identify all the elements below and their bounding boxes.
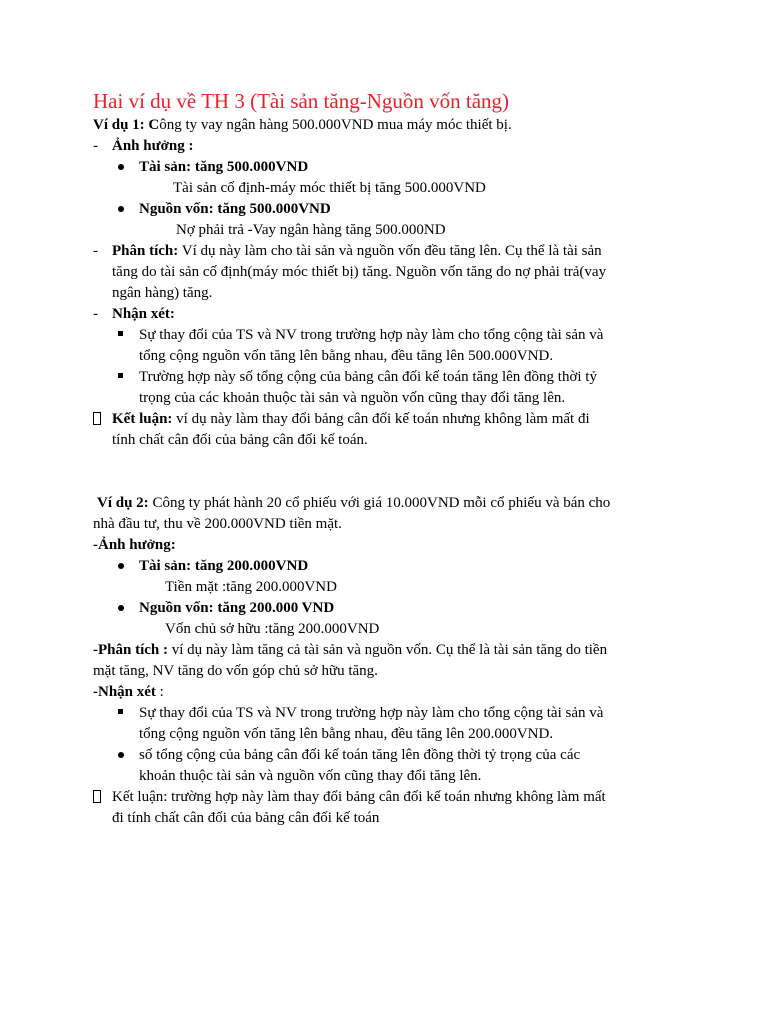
bullet-square-icon	[118, 709, 123, 714]
example-2-conclusion-line-2: đi tính chất cân đối của bảng cân đối kế toán	[112, 810, 380, 826]
example-2-asset-detail: Tiền mặt :tăng 200.000VND	[165, 579, 337, 595]
example-2-remark-2-line-2: khoản thuộc tài sản và nguồn vốn cũng thay đổi tăng lên.	[139, 768, 482, 784]
example-1-analysis-line-1	[112, 241, 602, 261]
example-1-conclusion-line-2: tính chất cân đối của bảng cân đối kế toán.	[112, 432, 368, 448]
example-2-remark-label: -Nhận xét	[93, 684, 156, 700]
example-1-label: Ví dụ 1: C	[93, 117, 160, 133]
example-1-conclusion-label: Kết luận:	[112, 411, 173, 427]
example-1-analysis-label: Phân tích:	[112, 243, 179, 259]
example-2-intro-line-1	[97, 493, 610, 513]
example-1-text: ông ty vay ngân hàng 500.000VND mua máy móc thiết bị.	[159, 117, 512, 133]
example-1-asset-detail: Tài sản cố định-máy móc thiết bị tăng 500.000VND	[173, 180, 486, 196]
example-1-remark-label: Nhận xét:	[112, 306, 175, 322]
bullet-square-icon	[118, 373, 123, 378]
example-2-remark-colon: :	[155, 684, 164, 700]
missing-glyph-bullet-icon	[93, 412, 101, 425]
example-1-remark-2-line-2: trọng của các khoản thuộc tài sản và nguồn vốn cũng thay đổi tăng lên.	[139, 390, 566, 406]
example-1-analysis-line-3: ngân hàng) tăng.	[112, 285, 213, 301]
page-title: Hai ví dụ về TH 3 (Tài sản tăng-Nguồn vốn tăng)	[93, 89, 510, 113]
example-1-conclusion-line-1	[112, 409, 590, 429]
example-2-remark-heading	[93, 682, 164, 702]
example-2-analysis-line-1	[93, 640, 607, 660]
example-2-asset-bold: Tài sản: tăng 200.000VND	[139, 558, 309, 574]
example-2-capital-bold: Nguồn vốn: tăng 200.000 VND	[139, 600, 335, 616]
example-2-effect-label: -Ảnh hưởng:	[93, 537, 176, 553]
bullet-dot-icon	[118, 605, 124, 611]
example-1-intro	[93, 115, 512, 135]
dash-marker: -	[93, 138, 98, 154]
bullet-dot-icon	[118, 206, 124, 212]
example-1-capital-bold: Nguồn vốn: tăng 500.000VND	[139, 201, 331, 217]
example-1-asset-bold: Tài sản: tăng 500.000VND	[139, 159, 309, 175]
example-2-conclusion-line-1: Kết luận: trường hợp này làm thay đổi bảng cân đối kế toán nhưng không làm mất	[112, 789, 606, 805]
example-2-remark-1-line-2: tổng cộng nguồn vốn tăng lên bằng nhau, đều tăng lên 200.000VND.	[139, 726, 554, 742]
missing-glyph-bullet-icon	[93, 790, 101, 803]
example-2-text: Công ty phát hành 20 cổ phiếu với giá 10.000VND mỗi cổ phiếu và bán cho	[148, 495, 611, 511]
example-2-remark-2-line-1: số tổng cộng của bảng cân đối kế toán tăng lên đồng thời tỷ trọng của các	[139, 747, 581, 763]
dash-marker: -	[93, 306, 98, 322]
example-1-remark-1-line-1: Sự thay đổi của TS và NV trong trường hợp này làm cho tổng cộng tài sản và	[139, 327, 604, 343]
example-2-label: Ví dụ 2:	[97, 495, 149, 511]
example-2-analysis-label: -Phân tích :	[93, 642, 168, 658]
example-1-conclusion-text: ví dụ này làm thay đổi bảng cân đối kế toán nhưng không làm mất đi	[172, 411, 590, 427]
example-2-intro-line-2: nhà đầu tư, thu về 200.000VND tiền mặt.	[93, 516, 342, 532]
example-2-capital-detail: Vốn chủ sở hữu :tăng 200.000VND	[165, 621, 380, 637]
bullet-dot-icon	[118, 752, 124, 758]
bullet-dot-icon	[118, 563, 124, 569]
example-1-remark-2-line-1: Trường hợp này số tổng cộng của bảng cân đối kế toán tăng lên đồng thời tỷ	[139, 369, 597, 385]
example-1-remark-1-line-2: tổng cộng nguồn vốn tăng lên bằng nhau, đều tăng lên 500.000VND.	[139, 348, 554, 364]
bullet-square-icon	[118, 331, 123, 336]
example-1-analysis-text: Ví dụ này làm cho tài sản và nguồn vốn đều tăng lên. Cụ thể là tài sản	[178, 243, 602, 259]
example-2-analysis-text: ví dụ này làm tăng cả tài sản và nguồn vốn. Cụ thể là tài sản tăng do tiền	[168, 642, 608, 658]
example-2-analysis-line-2: mặt tăng, NV tăng do vốn góp chủ sở hữu tăng.	[93, 663, 378, 679]
dash-marker: -	[93, 243, 98, 259]
bullet-dot-icon	[118, 164, 124, 170]
example-1-analysis-line-2: tăng do tài sản cố định(máy móc thiết bị) tăng. Nguồn vốn tăng do nợ phải trả(vay	[112, 264, 607, 280]
example-1-effect-label: Ảnh hưởng :	[112, 138, 194, 154]
example-2-remark-1-line-1: Sự thay đổi của TS và NV trong trường hợp này làm cho tổng cộng tài sản và	[139, 705, 604, 721]
example-1-capital-detail: Nợ phải trả -Vay ngân hàng tăng 500.000ND	[176, 222, 446, 238]
